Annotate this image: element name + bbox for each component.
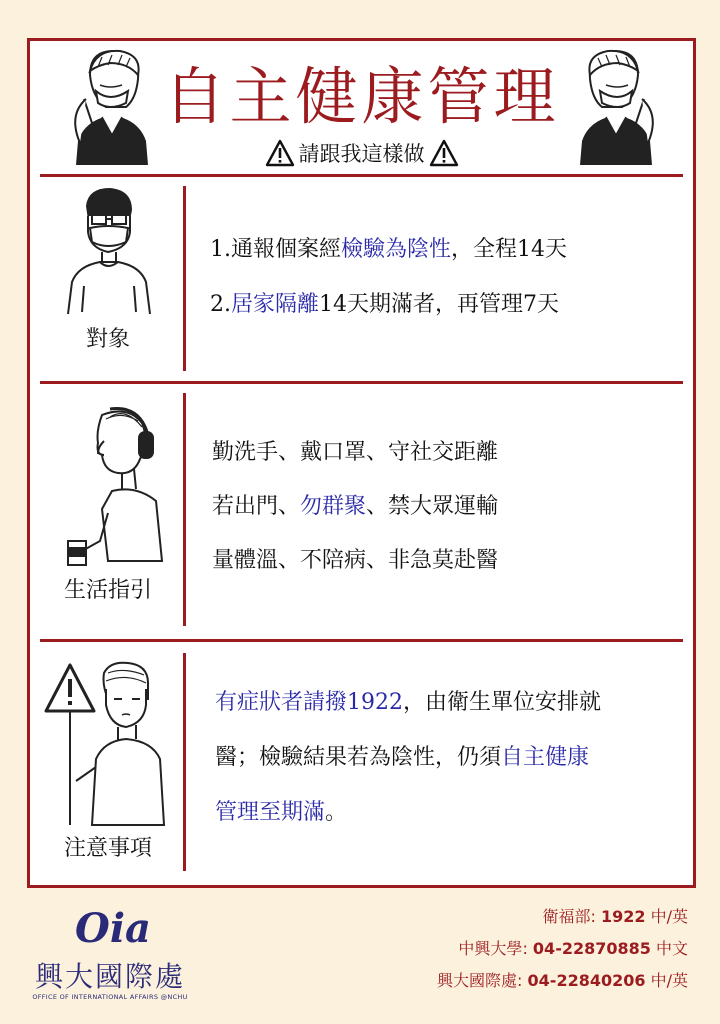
masked-man-illustration	[58, 186, 158, 316]
line-text: 1.通報個案經	[210, 237, 341, 262]
subtitle-text: 請跟我這樣做	[298, 142, 425, 166]
line-text: 2.	[210, 292, 231, 317]
logo-english: OFFICE OF INTERNATIONAL AFFAIRS @NCHU	[32, 993, 188, 1001]
contact-name: 中興大學	[458, 939, 523, 958]
contact-line: 中興大學: 04-22870885 中文	[458, 939, 688, 958]
line-text: ，由衛生單位安排就	[403, 690, 602, 715]
line-text: ，全程14天	[451, 237, 568, 262]
contact-lang: 中/英	[650, 907, 688, 926]
line-text: 勤洗手、戴口罩、守社交距離	[212, 440, 499, 465]
line-text: 。	[325, 800, 348, 825]
line-highlight: 有症狀者請撥1922	[215, 690, 403, 715]
contact-number: 04-22840206	[527, 971, 646, 990]
section-line	[212, 437, 498, 469]
line-text: 、禁大眾運輸	[366, 494, 499, 519]
section-label: 注意事項	[63, 836, 152, 861]
contact-name: 衛福部	[542, 907, 591, 926]
logo-mark: Oia	[75, 905, 151, 952]
line-highlight: 管理至期滿	[215, 800, 326, 825]
line-highlight: 自主健康	[501, 745, 590, 770]
contact-name: 興大國際處	[437, 971, 518, 990]
line-highlight: 檢驗為陰性	[341, 237, 452, 262]
poster-frame	[27, 38, 696, 888]
divider	[40, 639, 683, 642]
section-line	[215, 742, 589, 774]
divider	[183, 653, 186, 871]
line-text: 14天期滿者，再管理7天	[319, 292, 560, 317]
line-text: 量體溫、不陪病、非急莫赴醫	[212, 548, 499, 573]
section-line	[212, 545, 498, 577]
line-highlight: 勿群聚	[300, 494, 367, 519]
contact-lang: 中文	[655, 939, 688, 958]
divider	[40, 174, 683, 177]
page-title: 自主健康管理	[163, 60, 560, 133]
divider	[40, 381, 683, 384]
divider	[183, 186, 186, 371]
section-line	[210, 234, 567, 266]
section-label: 生活指引	[63, 578, 152, 603]
headphone-person-illustration	[38, 401, 168, 566]
contact-number: 04-22870885	[532, 939, 651, 958]
line-text: 醫；檢驗結果若為陰性，仍須	[215, 745, 502, 770]
contact-line: 興大國際處: 04-22840206 中/英	[437, 971, 688, 990]
line-text: 若出門、	[212, 494, 301, 519]
contact-lang: 中/英	[650, 971, 688, 990]
page-subtitle	[30, 139, 693, 169]
logo-name: 興大國際處	[34, 960, 185, 993]
section-label: 對象	[85, 327, 130, 352]
section-line	[212, 491, 498, 523]
contact-line: 衛福部: 1922 中/英	[542, 907, 688, 926]
oia-logo	[30, 905, 190, 1010]
contact-number: 1922	[600, 907, 646, 926]
section-line	[215, 687, 601, 719]
section-line	[210, 289, 559, 321]
section-line	[215, 797, 347, 829]
divider	[183, 393, 186, 626]
caution-sign-person-illustration	[40, 659, 170, 829]
line-highlight: 居家隔離	[231, 292, 320, 317]
warning-icon	[265, 139, 295, 167]
warning-icon	[429, 139, 459, 167]
